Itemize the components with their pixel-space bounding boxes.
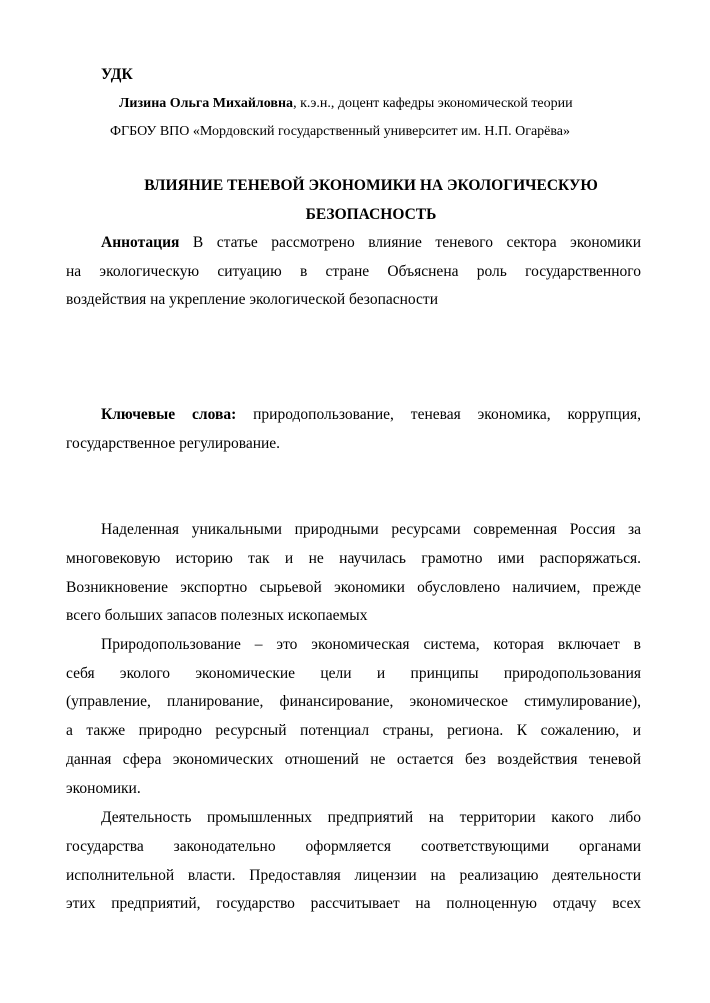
annotation-line-3: воздействия на укрепление экологической безопасности bbox=[66, 291, 438, 308]
p2-line-6: экономики. bbox=[66, 780, 141, 797]
annotation-text-1: В статье рассмотрено влияние теневого сектора экономики bbox=[192, 234, 642, 251]
p2-line-1: Природопользование – это экономическая система, которая включает в bbox=[101, 636, 641, 653]
udk-label: УДК bbox=[101, 66, 133, 83]
annotation-line-1 bbox=[101, 233, 641, 253]
p3-line-2: государства законодательно оформляется соответствующими органами bbox=[66, 838, 641, 855]
keywords-text-1: природопользование, теневая экономика, коррупция, bbox=[253, 406, 641, 423]
title-line-1: ВЛИЯНИЕ ТЕНЕВОЙ ЭКОНОМИКИ НА ЭКОЛОГИЧЕСКУЮ bbox=[144, 177, 598, 194]
author-info: , к.э.н., доцент кафедры экономической теории bbox=[293, 96, 573, 111]
p3-line-4: этих предприятий, государство рассчитывает на полноценную отдачу всех bbox=[66, 895, 641, 912]
keywords-line-2: государственное регулирование. bbox=[66, 435, 281, 452]
p1-line-1: Наделенная уникальными природными ресурсами современная Россия за bbox=[101, 521, 641, 538]
title-line-2: БЕЗОПАСНОСТЬ bbox=[305, 206, 437, 223]
p3-line-3: исполнительной власти. Предоставляя лицензии на реализацию деятельности bbox=[66, 867, 641, 884]
p2-line-3: (управление, планирование, финансирование, экономическое стимулирование), bbox=[66, 693, 641, 710]
annotation-label: Аннотация bbox=[101, 234, 180, 251]
p3-line-1: Деятельность промышленных предприятий на территории какого либо bbox=[101, 809, 641, 826]
p1-line-3: Возникновение экспортно сырьевой экономики обусловлено наличием, прежде bbox=[66, 579, 641, 596]
affiliation: ФГБОУ ВПО «Мордовский государственный университет им. Н.П. Огарёва» bbox=[110, 124, 571, 139]
p1-line-2: многовековую историю так и не научилась грамотно ими распоряжаться. bbox=[66, 550, 641, 567]
p2-line-2: себя эколого экономические цели и принципы природопользования bbox=[66, 665, 641, 682]
keywords-line-1 bbox=[101, 405, 641, 425]
author-line bbox=[119, 94, 573, 114]
p2-line-4: а также природно ресурсный потенциал страны, региона. К сожалению, и bbox=[66, 722, 641, 739]
annotation-line-2: на экологическую ситуацию в стране Объяснена роль государственного bbox=[66, 263, 641, 280]
author-name: Лизина Ольга Михайловна bbox=[119, 96, 294, 111]
p2-line-5: данная сфера экономических отношений не остается без воздействия теневой bbox=[66, 751, 641, 768]
keywords-label: Ключевые слова: bbox=[101, 406, 237, 423]
p1-line-4: всего больших запасов полезных ископаемых bbox=[66, 607, 368, 624]
